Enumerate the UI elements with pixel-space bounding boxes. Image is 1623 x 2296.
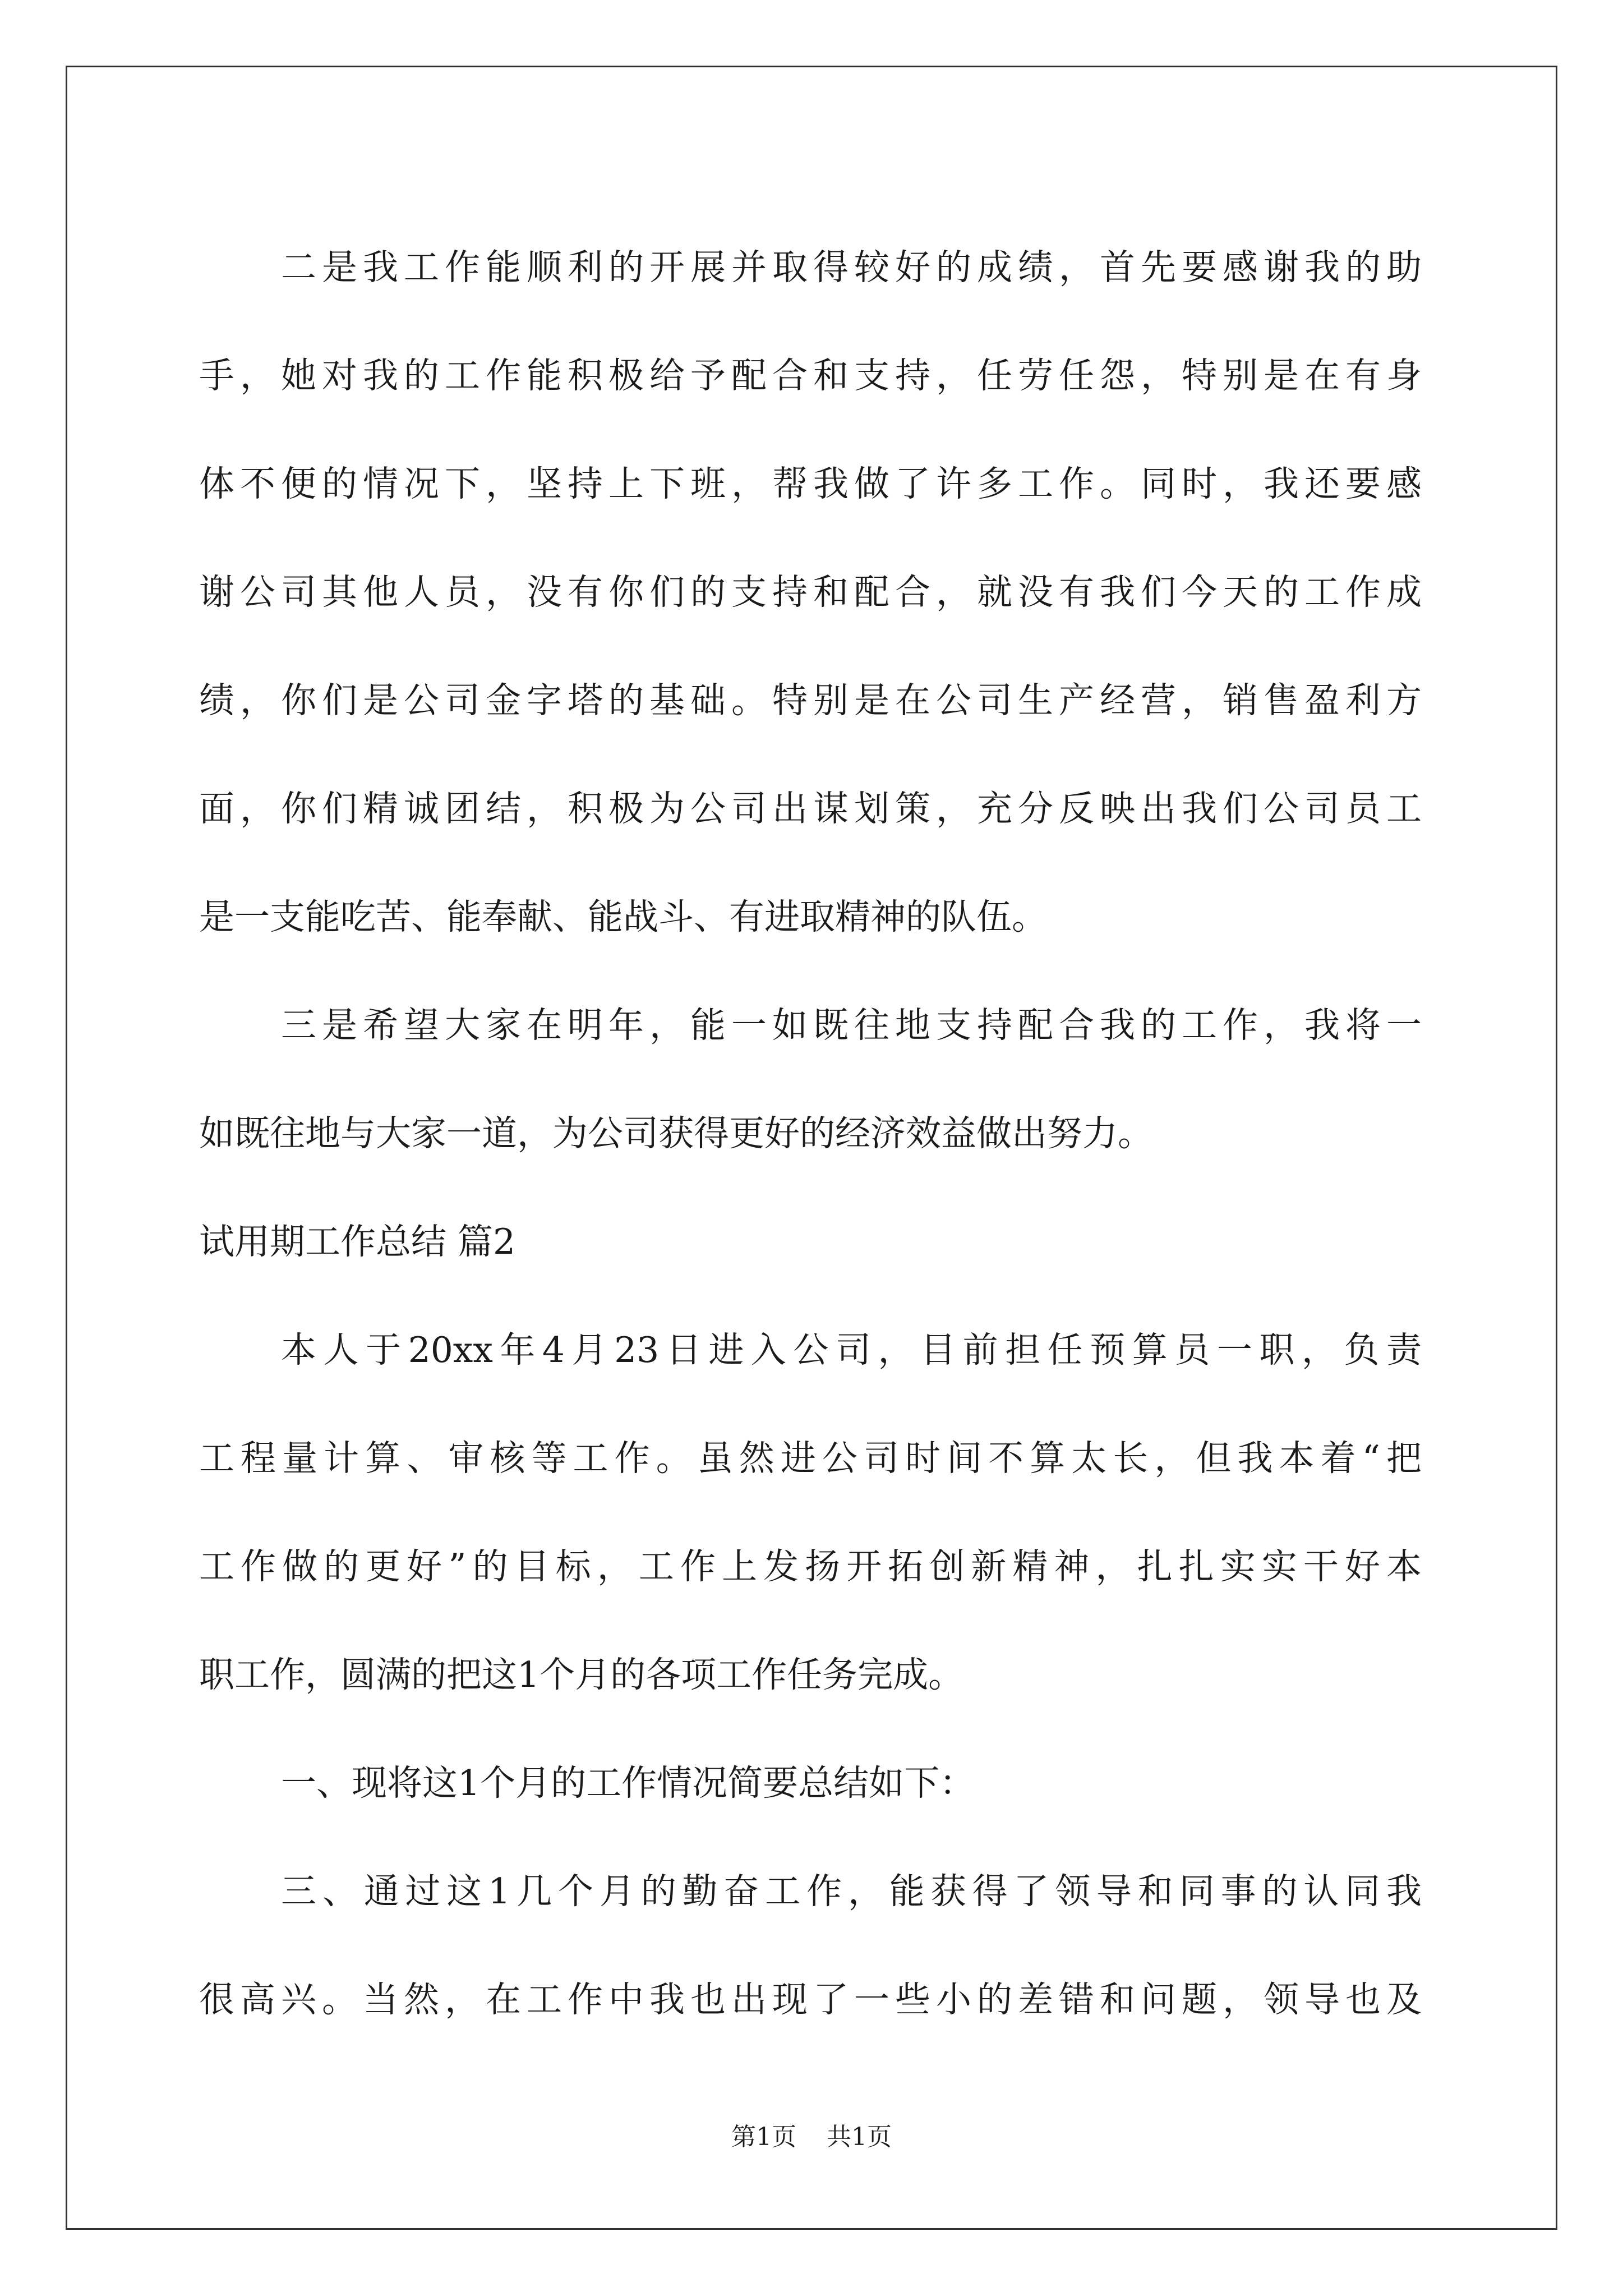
paragraph-line: 绩，你们是公司金字塔的基础。特别是在公司生产经营，销售盈利方 (199, 680, 1422, 721)
paragraph-line: 一、现将这1个月的工作情况简要总结如下： (281, 1763, 975, 1803)
paragraph-line: 如既往地与大家一道，为公司获得更好的经济效益做出努力。 (199, 1113, 1153, 1154)
paragraph-line: 手，她对我的工作能积极给予配合和支持，任劳任怨，特别是在有身 (199, 355, 1422, 396)
page-footer (0, 2120, 1623, 2154)
paragraph-line: 三、通过这1几个月的勤奋工作，能获得了领导和同事的认同我 (281, 1871, 1422, 1912)
paragraph-line: 是一支能吃苦、能奉献、能战斗、有进取精神的队伍。 (199, 896, 1047, 937)
paragraph-line: 面，你们精诚团结，积极为公司出谋划策，充分反映出我们公司员工 (199, 788, 1422, 829)
paragraph-line: 体不便的情况下，坚持上下班，帮我做了许多工作。同时，我还要感 (199, 463, 1422, 504)
paragraph-line: 很高兴。当然，在工作中我也出现了一些小的差错和问题，领导也及 (199, 1979, 1422, 2020)
paragraph-line: 职工作，圆满的把这1个月的各项工作任务完成。 (199, 1654, 964, 1695)
page-number-total: 共1页 (827, 2123, 892, 2151)
paragraph-line: 三是希望大家在明年，能一如既往地支持配合我的工作，我将一 (281, 1005, 1422, 1046)
paragraph-line: 本人于20xx年4月23日进入公司，目前担任预算员一职，负责 (281, 1329, 1422, 1370)
paragraph-line: 谢公司其他人员，没有你们的支持和配合，就没有我们今天的工作成 (199, 572, 1422, 613)
paragraph-line: 工作做的更好”的目标，工作上发扬开拓创新精神，扎扎实实干好本 (199, 1546, 1422, 1587)
paragraph-line: 工程量计算、审核等工作。虽然进公司时间不算太长，但我本着“把 (199, 1438, 1422, 1479)
page-number-current: 第1页 (731, 2123, 796, 2151)
paragraph-line: 二是我工作能顺利的开展并取得较好的成绩，首先要感谢我的助 (281, 247, 1422, 288)
document-body (199, 213, 1422, 2054)
section-heading: 试用期工作总结 篇2 (199, 1221, 516, 1262)
